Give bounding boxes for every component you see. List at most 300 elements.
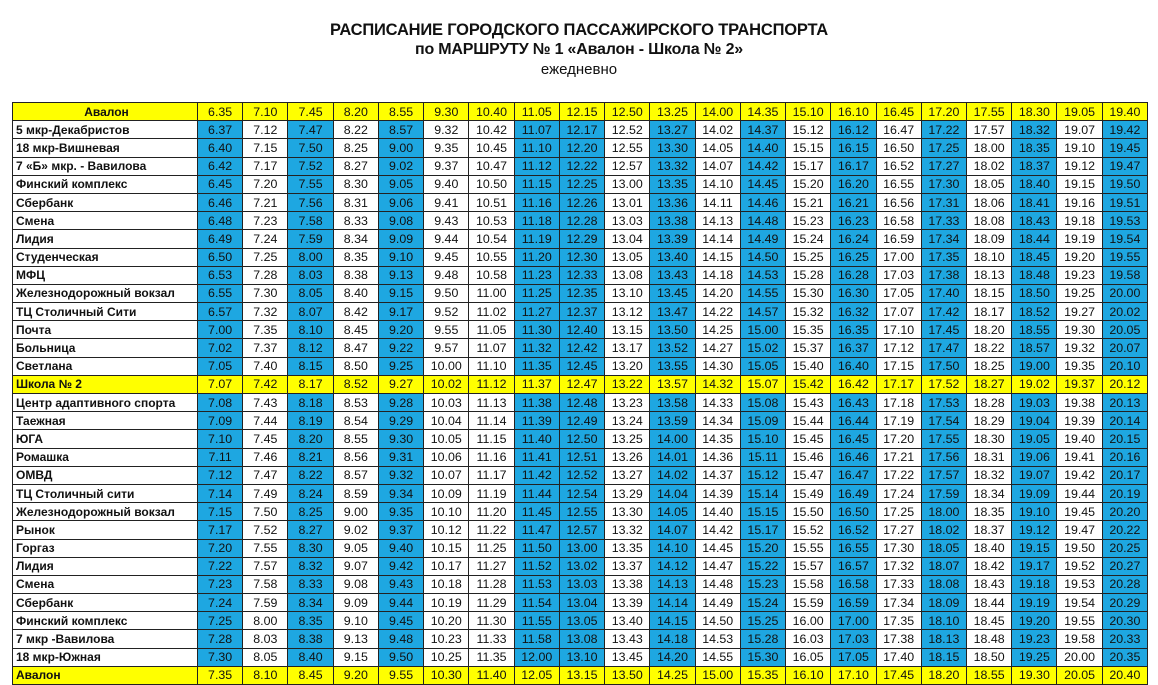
time-cell: 12.35 bbox=[559, 284, 604, 302]
time-cell: 20.30 bbox=[1102, 612, 1147, 630]
time-cell: 13.58 bbox=[650, 394, 695, 412]
time-cell: 19.12 bbox=[1057, 157, 1102, 175]
time-cell: 9.44 bbox=[424, 230, 469, 248]
time-cell: 15.32 bbox=[786, 303, 831, 321]
time-cell: 17.25 bbox=[921, 139, 966, 157]
time-cell: 14.20 bbox=[695, 284, 740, 302]
stop-name-cell: Ромашка bbox=[13, 448, 198, 466]
time-cell: 11.52 bbox=[514, 557, 559, 575]
time-cell: 8.20 bbox=[288, 430, 333, 448]
time-cell: 11.38 bbox=[514, 394, 559, 412]
time-cell: 8.45 bbox=[288, 666, 333, 684]
time-cell: 8.12 bbox=[288, 339, 333, 357]
time-cell: 7.21 bbox=[243, 193, 288, 211]
time-cell: 7.10 bbox=[198, 430, 243, 448]
time-cell: 6.50 bbox=[198, 248, 243, 266]
time-cell: 18.57 bbox=[1012, 339, 1057, 357]
table-row bbox=[13, 175, 1148, 193]
time-cell: 19.04 bbox=[1012, 412, 1057, 430]
time-cell: 9.29 bbox=[378, 412, 423, 430]
time-cell: 16.56 bbox=[876, 193, 921, 211]
time-cell: 20.07 bbox=[1102, 339, 1147, 357]
time-cell: 10.20 bbox=[424, 612, 469, 630]
time-cell: 15.28 bbox=[786, 266, 831, 284]
time-cell: 16.58 bbox=[831, 575, 876, 593]
time-cell: 15.00 bbox=[740, 321, 785, 339]
time-cell: 9.43 bbox=[424, 212, 469, 230]
time-cell: 17.24 bbox=[876, 484, 921, 502]
time-cell: 17.25 bbox=[876, 503, 921, 521]
time-cell: 13.10 bbox=[559, 648, 604, 666]
time-cell: 14.53 bbox=[695, 630, 740, 648]
time-cell: 10.53 bbox=[469, 212, 514, 230]
time-cell: 17.22 bbox=[921, 121, 966, 139]
time-cell: 20.19 bbox=[1102, 484, 1147, 502]
time-cell: 14.39 bbox=[695, 484, 740, 502]
stop-name-cell: ОМВД bbox=[13, 466, 198, 484]
time-cell: 15.30 bbox=[740, 648, 785, 666]
time-cell: 14.25 bbox=[695, 321, 740, 339]
time-cell: 7.24 bbox=[243, 230, 288, 248]
table-row bbox=[13, 394, 1148, 412]
time-cell: 19.53 bbox=[1102, 212, 1147, 230]
time-cell: 17.05 bbox=[876, 284, 921, 302]
time-cell: 17.03 bbox=[831, 630, 876, 648]
time-cell: 19.05 bbox=[1057, 103, 1102, 121]
time-cell: 18.27 bbox=[966, 375, 1011, 393]
time-cell: 15.24 bbox=[740, 594, 785, 612]
time-cell: 9.32 bbox=[378, 466, 423, 484]
time-cell: 14.37 bbox=[695, 466, 740, 484]
time-cell: 8.30 bbox=[288, 539, 333, 557]
time-cell: 18.20 bbox=[921, 666, 966, 684]
time-cell: 12.20 bbox=[559, 139, 604, 157]
time-cell: 12.49 bbox=[559, 412, 604, 430]
time-cell: 8.05 bbox=[243, 648, 288, 666]
time-cell: 12.42 bbox=[559, 339, 604, 357]
time-cell: 11.10 bbox=[469, 357, 514, 375]
time-cell: 8.57 bbox=[378, 121, 423, 139]
table-row bbox=[13, 466, 1148, 484]
time-cell: 9.48 bbox=[424, 266, 469, 284]
time-cell: 20.14 bbox=[1102, 412, 1147, 430]
time-cell: 18.48 bbox=[1012, 266, 1057, 284]
time-cell: 15.11 bbox=[740, 448, 785, 466]
time-cell: 14.25 bbox=[650, 666, 695, 684]
stop-name-cell: ЮГА bbox=[13, 430, 198, 448]
time-cell: 9.13 bbox=[333, 630, 378, 648]
time-cell: 19.42 bbox=[1057, 466, 1102, 484]
time-cell: 18.44 bbox=[1012, 230, 1057, 248]
time-cell: 19.58 bbox=[1102, 266, 1147, 284]
time-cell: 13.30 bbox=[650, 139, 695, 157]
time-cell: 14.42 bbox=[695, 521, 740, 539]
time-cell: 12.40 bbox=[559, 321, 604, 339]
time-cell: 17.34 bbox=[876, 594, 921, 612]
time-cell: 7.58 bbox=[288, 212, 333, 230]
time-cell: 15.10 bbox=[786, 103, 831, 121]
time-cell: 18.45 bbox=[1012, 248, 1057, 266]
time-cell: 13.12 bbox=[605, 303, 650, 321]
time-cell: 15.44 bbox=[786, 412, 831, 430]
time-cell: 7.25 bbox=[243, 248, 288, 266]
time-cell: 18.15 bbox=[966, 284, 1011, 302]
time-cell: 16.05 bbox=[786, 648, 831, 666]
time-cell: 19.02 bbox=[1012, 375, 1057, 393]
time-cell: 17.53 bbox=[921, 394, 966, 412]
time-cell: 14.13 bbox=[695, 212, 740, 230]
time-cell: 8.50 bbox=[333, 357, 378, 375]
stop-name-cell: Сбербанк bbox=[13, 594, 198, 612]
time-cell: 10.42 bbox=[469, 121, 514, 139]
time-cell: 10.03 bbox=[424, 394, 469, 412]
time-cell: 11.12 bbox=[469, 375, 514, 393]
time-cell: 10.02 bbox=[424, 375, 469, 393]
time-cell: 7.56 bbox=[288, 193, 333, 211]
time-cell: 12.52 bbox=[559, 466, 604, 484]
time-cell: 13.04 bbox=[605, 230, 650, 248]
time-cell: 7.20 bbox=[243, 175, 288, 193]
time-cell: 17.19 bbox=[876, 412, 921, 430]
time-cell: 8.20 bbox=[333, 103, 378, 121]
time-cell: 7.14 bbox=[198, 484, 243, 502]
time-cell: 16.47 bbox=[831, 466, 876, 484]
time-cell: 18.52 bbox=[1012, 303, 1057, 321]
time-cell: 19.10 bbox=[1057, 139, 1102, 157]
time-cell: 18.20 bbox=[966, 321, 1011, 339]
time-cell: 11.35 bbox=[469, 648, 514, 666]
time-cell: 7.25 bbox=[198, 612, 243, 630]
time-cell: 7.28 bbox=[243, 266, 288, 284]
time-cell: 18.32 bbox=[1012, 121, 1057, 139]
time-cell: 18.10 bbox=[921, 612, 966, 630]
time-cell: 8.33 bbox=[333, 212, 378, 230]
time-cell: 13.39 bbox=[605, 594, 650, 612]
time-cell: 7.50 bbox=[288, 139, 333, 157]
time-cell: 16.59 bbox=[876, 230, 921, 248]
time-cell: 14.04 bbox=[650, 484, 695, 502]
time-cell: 15.50 bbox=[786, 503, 831, 521]
time-cell: 16.15 bbox=[831, 139, 876, 157]
time-cell: 10.30 bbox=[424, 666, 469, 684]
time-cell: 11.29 bbox=[469, 594, 514, 612]
time-cell: 15.21 bbox=[786, 193, 831, 211]
time-cell: 16.52 bbox=[831, 521, 876, 539]
time-cell: 9.34 bbox=[378, 484, 423, 502]
time-cell: 7.23 bbox=[198, 575, 243, 593]
time-cell: 11.35 bbox=[514, 357, 559, 375]
time-cell: 14.37 bbox=[740, 121, 785, 139]
time-cell: 13.15 bbox=[559, 666, 604, 684]
time-cell: 14.05 bbox=[695, 139, 740, 157]
time-cell: 17.55 bbox=[921, 430, 966, 448]
time-cell: 19.15 bbox=[1057, 175, 1102, 193]
time-cell: 19.25 bbox=[1057, 284, 1102, 302]
stop-name-cell: Авалон bbox=[13, 666, 198, 684]
time-cell: 18.41 bbox=[1012, 193, 1057, 211]
time-cell: 8.55 bbox=[333, 430, 378, 448]
time-cell: 8.10 bbox=[243, 666, 288, 684]
time-cell: 9.06 bbox=[378, 193, 423, 211]
time-cell: 8.25 bbox=[333, 139, 378, 157]
time-cell: 6.57 bbox=[198, 303, 243, 321]
time-cell: 13.36 bbox=[650, 193, 695, 211]
stop-name-cell: Железнодорожный вокзал bbox=[13, 503, 198, 521]
time-cell: 20.22 bbox=[1102, 521, 1147, 539]
time-cell: 7.30 bbox=[243, 284, 288, 302]
time-cell: 14.55 bbox=[740, 284, 785, 302]
time-cell: 18.50 bbox=[1012, 284, 1057, 302]
highlight-row bbox=[13, 375, 1148, 393]
time-cell: 16.45 bbox=[876, 103, 921, 121]
time-cell: 18.13 bbox=[966, 266, 1011, 284]
time-cell: 8.42 bbox=[333, 303, 378, 321]
time-cell: 14.15 bbox=[695, 248, 740, 266]
time-cell: 12.17 bbox=[559, 121, 604, 139]
time-cell: 14.46 bbox=[740, 193, 785, 211]
time-cell: 7.59 bbox=[243, 594, 288, 612]
time-cell: 9.05 bbox=[378, 175, 423, 193]
stop-name-cell: Железнодорожный вокзал bbox=[13, 284, 198, 302]
time-cell: 10.47 bbox=[469, 157, 514, 175]
time-cell: 8.32 bbox=[288, 557, 333, 575]
time-cell: 11.16 bbox=[469, 448, 514, 466]
time-cell: 16.42 bbox=[831, 375, 876, 393]
time-cell: 7.12 bbox=[243, 121, 288, 139]
time-cell: 16.45 bbox=[831, 430, 876, 448]
time-cell: 13.08 bbox=[559, 630, 604, 648]
time-cell: 17.12 bbox=[876, 339, 921, 357]
time-cell: 20.00 bbox=[1057, 648, 1102, 666]
time-cell: 7.32 bbox=[243, 303, 288, 321]
time-cell: 19.30 bbox=[1012, 666, 1057, 684]
time-cell: 16.12 bbox=[831, 121, 876, 139]
time-cell: 18.30 bbox=[1012, 103, 1057, 121]
stop-name-cell: 7 мкр -Вавилова bbox=[13, 630, 198, 648]
time-cell: 15.47 bbox=[786, 466, 831, 484]
time-cell: 14.00 bbox=[650, 430, 695, 448]
time-cell: 8.57 bbox=[333, 466, 378, 484]
time-cell: 11.16 bbox=[514, 193, 559, 211]
highlight-row bbox=[13, 666, 1148, 684]
time-cell: 9.44 bbox=[378, 594, 423, 612]
time-cell: 18.08 bbox=[921, 575, 966, 593]
time-cell: 9.40 bbox=[424, 175, 469, 193]
time-cell: 15.49 bbox=[786, 484, 831, 502]
time-cell: 18.29 bbox=[966, 412, 1011, 430]
time-cell: 8.53 bbox=[333, 394, 378, 412]
time-cell: 11.15 bbox=[469, 430, 514, 448]
time-cell: 8.52 bbox=[333, 375, 378, 393]
time-cell: 7.50 bbox=[243, 503, 288, 521]
time-cell: 19.42 bbox=[1102, 121, 1147, 139]
time-cell: 14.36 bbox=[695, 448, 740, 466]
time-cell: 16.50 bbox=[831, 503, 876, 521]
time-cell: 11.47 bbox=[514, 521, 559, 539]
time-cell: 11.45 bbox=[514, 503, 559, 521]
time-cell: 10.55 bbox=[469, 248, 514, 266]
route-title: по МАРШРУТУ № 1 «Авалон - Школа № 2» bbox=[415, 41, 743, 58]
time-cell: 19.20 bbox=[1012, 612, 1057, 630]
time-cell: 15.52 bbox=[786, 521, 831, 539]
time-cell: 13.52 bbox=[650, 339, 695, 357]
time-cell: 19.38 bbox=[1057, 394, 1102, 412]
time-cell: 8.03 bbox=[288, 266, 333, 284]
time-cell: 7.00 bbox=[198, 321, 243, 339]
time-cell: 13.15 bbox=[605, 321, 650, 339]
time-cell: 7.30 bbox=[198, 648, 243, 666]
time-cell: 19.12 bbox=[1012, 521, 1057, 539]
time-cell: 8.34 bbox=[288, 594, 333, 612]
time-cell: 6.35 bbox=[198, 103, 243, 121]
time-cell: 15.15 bbox=[740, 503, 785, 521]
time-cell: 9.45 bbox=[424, 248, 469, 266]
time-cell: 15.20 bbox=[786, 175, 831, 193]
time-cell: 19.00 bbox=[1012, 357, 1057, 375]
time-cell: 9.42 bbox=[378, 557, 423, 575]
time-cell: 7.47 bbox=[288, 121, 333, 139]
time-cell: 8.34 bbox=[333, 230, 378, 248]
time-cell: 15.12 bbox=[740, 466, 785, 484]
time-cell: 14.14 bbox=[650, 594, 695, 612]
time-cell: 15.10 bbox=[740, 430, 785, 448]
time-cell: 13.03 bbox=[559, 575, 604, 593]
time-cell: 15.59 bbox=[786, 594, 831, 612]
time-cell: 9.10 bbox=[333, 612, 378, 630]
time-cell: 8.35 bbox=[333, 248, 378, 266]
time-cell: 11.42 bbox=[514, 466, 559, 484]
time-cell: 18.25 bbox=[966, 357, 1011, 375]
time-cell: 13.02 bbox=[559, 557, 604, 575]
time-cell: 9.30 bbox=[424, 103, 469, 121]
time-cell: 18.09 bbox=[966, 230, 1011, 248]
time-cell: 17.42 bbox=[921, 303, 966, 321]
time-cell: 13.30 bbox=[605, 503, 650, 521]
time-cell: 9.37 bbox=[424, 157, 469, 175]
time-cell: 16.47 bbox=[876, 121, 921, 139]
time-cell: 17.47 bbox=[921, 339, 966, 357]
time-cell: 15.46 bbox=[786, 448, 831, 466]
time-cell: 18.32 bbox=[966, 466, 1011, 484]
time-cell: 12.55 bbox=[559, 503, 604, 521]
time-cell: 20.17 bbox=[1102, 466, 1147, 484]
time-cell: 12.26 bbox=[559, 193, 604, 211]
time-cell: 11.23 bbox=[514, 266, 559, 284]
time-cell: 16.59 bbox=[831, 594, 876, 612]
time-cell: 16.21 bbox=[831, 193, 876, 211]
time-cell: 13.50 bbox=[605, 666, 650, 684]
time-cell: 8.21 bbox=[288, 448, 333, 466]
stop-name-cell: Смена bbox=[13, 575, 198, 593]
time-cell: 16.40 bbox=[831, 357, 876, 375]
time-cell: 10.58 bbox=[469, 266, 514, 284]
time-cell: 18.35 bbox=[966, 503, 1011, 521]
time-cell: 11.25 bbox=[469, 539, 514, 557]
time-cell: 19.52 bbox=[1057, 557, 1102, 575]
time-cell: 16.17 bbox=[831, 157, 876, 175]
time-cell: 19.47 bbox=[1057, 521, 1102, 539]
stop-name-cell: Таежная bbox=[13, 412, 198, 430]
stop-name-cell: 18 мкр-Южная bbox=[13, 648, 198, 666]
time-cell: 11.40 bbox=[514, 430, 559, 448]
time-cell: 9.07 bbox=[333, 557, 378, 575]
time-cell: 19.50 bbox=[1102, 175, 1147, 193]
time-cell: 10.40 bbox=[469, 103, 514, 121]
time-cell: 10.04 bbox=[424, 412, 469, 430]
time-cell: 11.17 bbox=[469, 466, 514, 484]
time-cell: 14.40 bbox=[740, 139, 785, 157]
time-cell: 10.54 bbox=[469, 230, 514, 248]
time-cell: 19.45 bbox=[1057, 503, 1102, 521]
time-cell: 9.35 bbox=[424, 139, 469, 157]
table-row bbox=[13, 539, 1148, 557]
time-cell: 11.44 bbox=[514, 484, 559, 502]
time-cell: 11.18 bbox=[514, 212, 559, 230]
time-cell: 7.59 bbox=[288, 230, 333, 248]
time-cell: 18.17 bbox=[966, 303, 1011, 321]
time-cell: 8.45 bbox=[333, 321, 378, 339]
time-cell: 7.28 bbox=[198, 630, 243, 648]
time-cell: 9.50 bbox=[424, 284, 469, 302]
time-cell: 7.42 bbox=[243, 375, 288, 393]
highlight-row bbox=[13, 103, 1148, 121]
time-cell: 17.52 bbox=[921, 375, 966, 393]
time-cell: 20.25 bbox=[1102, 539, 1147, 557]
time-cell: 12.15 bbox=[559, 103, 604, 121]
time-cell: 13.17 bbox=[605, 339, 650, 357]
table-row bbox=[13, 630, 1148, 648]
time-cell: 14.07 bbox=[695, 157, 740, 175]
time-cell: 8.15 bbox=[288, 357, 333, 375]
time-cell: 16.32 bbox=[831, 303, 876, 321]
time-cell: 11.32 bbox=[514, 339, 559, 357]
time-cell: 7.24 bbox=[198, 594, 243, 612]
time-cell: 17.27 bbox=[876, 521, 921, 539]
time-cell: 18.35 bbox=[1012, 139, 1057, 157]
time-cell: 13.40 bbox=[605, 612, 650, 630]
time-cell: 19.51 bbox=[1102, 193, 1147, 211]
time-cell: 7.07 bbox=[198, 375, 243, 393]
time-cell: 20.16 bbox=[1102, 448, 1147, 466]
stop-name-cell: Почта bbox=[13, 321, 198, 339]
time-cell: 14.55 bbox=[695, 648, 740, 666]
time-cell: 20.10 bbox=[1102, 357, 1147, 375]
time-cell: 16.30 bbox=[831, 284, 876, 302]
time-cell: 14.22 bbox=[695, 303, 740, 321]
time-cell: 10.25 bbox=[424, 648, 469, 666]
time-cell: 14.32 bbox=[695, 375, 740, 393]
time-cell: 9.00 bbox=[378, 139, 423, 157]
time-cell: 10.05 bbox=[424, 430, 469, 448]
time-cell: 17.35 bbox=[921, 248, 966, 266]
time-cell: 14.57 bbox=[740, 303, 785, 321]
time-cell: 17.45 bbox=[921, 321, 966, 339]
time-cell: 9.15 bbox=[378, 284, 423, 302]
time-cell: 20.13 bbox=[1102, 394, 1147, 412]
time-cell: 9.20 bbox=[333, 666, 378, 684]
time-cell: 16.03 bbox=[786, 630, 831, 648]
time-cell: 8.54 bbox=[333, 412, 378, 430]
time-cell: 13.25 bbox=[605, 430, 650, 448]
time-cell: 15.20 bbox=[740, 539, 785, 557]
time-cell: 9.02 bbox=[333, 521, 378, 539]
time-cell: 19.18 bbox=[1012, 575, 1057, 593]
time-cell: 19.27 bbox=[1057, 303, 1102, 321]
time-cell: 18.48 bbox=[966, 630, 1011, 648]
table-row bbox=[13, 212, 1148, 230]
time-cell: 11.10 bbox=[514, 139, 559, 157]
time-cell: 8.59 bbox=[333, 484, 378, 502]
